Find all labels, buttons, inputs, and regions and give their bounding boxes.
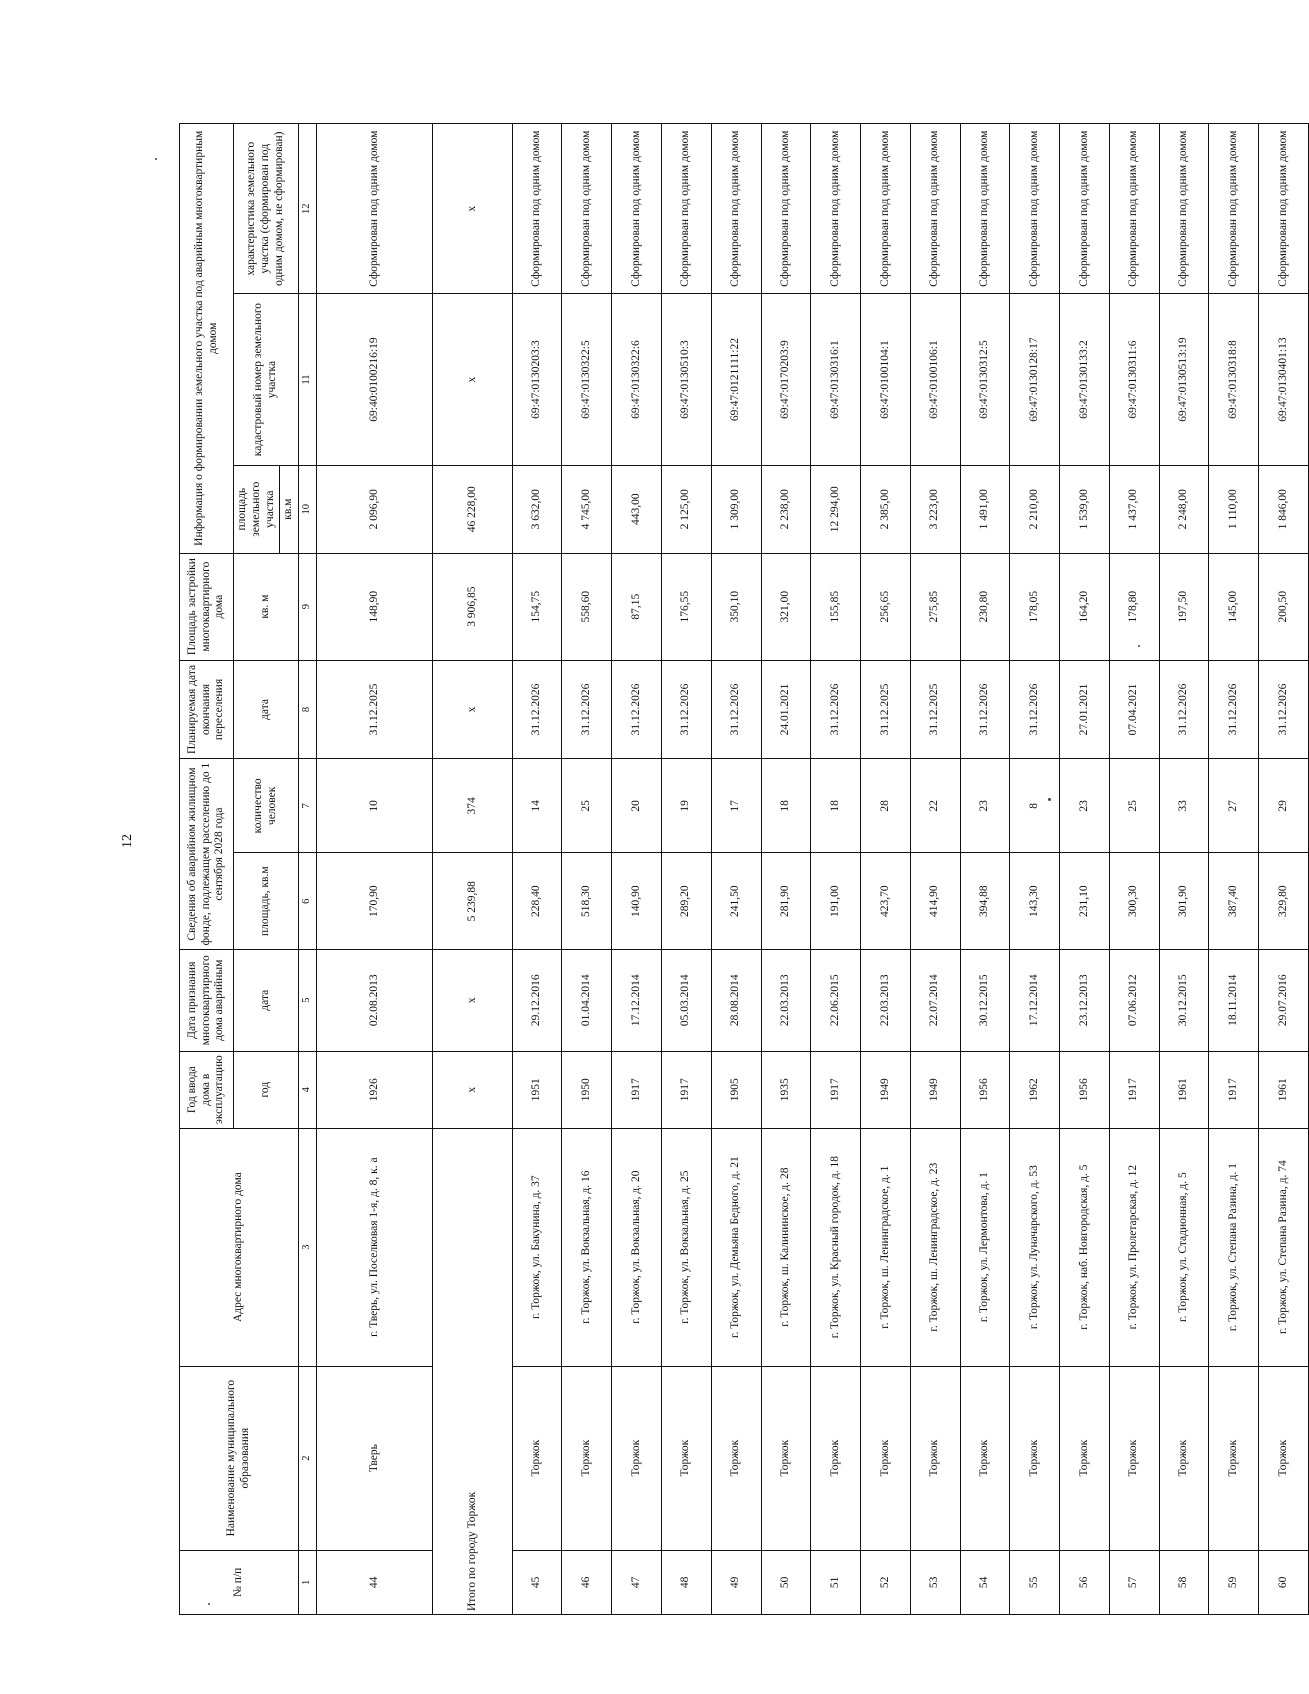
cell-commission-year: 1950 (562, 1051, 612, 1128)
table-row (612, 124, 662, 1615)
column-number: 1 (299, 1550, 317, 1614)
subtotal-label: Итого по городу Торжок (433, 1128, 512, 1614)
cell-people-count: 18 (761, 759, 811, 853)
cell-row-number: 57 (1109, 1550, 1159, 1614)
cell-land-characteristic: Сформирован под одним домом (1109, 124, 1159, 294)
cell-fund-area: 281,90 (761, 853, 811, 949)
cell-row-number: 60 (1259, 1550, 1309, 1614)
cell-address: г. Торжок, ул. Вокзальная, д. 16 (562, 1128, 612, 1366)
subtotal-emergency-date: x (433, 949, 512, 1051)
cell-commission-year: 1917 (1109, 1051, 1159, 1128)
cell-emergency-date: 02.08.2013 (316, 949, 432, 1051)
cell-people-count: 17 (711, 759, 761, 853)
cell-cadastral-number: 69:47:0130401:13 (1259, 294, 1309, 465)
cell-land-area: 12 294,00 (811, 465, 861, 553)
cell-municipality: Торжок (1159, 1366, 1209, 1550)
cell-land-characteristic: Сформирован под одним домом (960, 124, 1010, 294)
cell-planned-date: 31.12.2026 (1010, 660, 1060, 759)
cell-fund-area: 231,10 (1060, 853, 1110, 949)
unit-building-area: кв. м (234, 553, 299, 660)
cell-land-area: 2 096,90 (316, 465, 432, 553)
table-row (1109, 124, 1159, 1615)
cell-row-number: 53 (910, 1550, 960, 1614)
subtotal-year: x (433, 1051, 512, 1128)
cell-fund-area: 140,90 (612, 853, 662, 949)
cell-cadastral-number: 69:40:0100216:19 (316, 294, 432, 465)
cell-people-count: 27 (1209, 759, 1259, 853)
cell-commission-year: 1905 (711, 1051, 761, 1128)
cell-cadastral-number: 69:47:0130203:3 (512, 294, 562, 465)
column-number: 10 (299, 465, 317, 553)
cell-commission-year: 1949 (910, 1051, 960, 1128)
cell-address: г. Торжок, ш. Калининское, д. 28 (761, 1128, 811, 1366)
cell-planned-date: 07.04.2021 (1109, 660, 1159, 759)
cell-cadastral-number: 69:47:0130322:5 (562, 294, 612, 465)
unit-year: год (234, 1051, 299, 1128)
cell-people-count: 29 (1259, 759, 1309, 853)
cell-row-number: 47 (612, 1550, 662, 1614)
cell-row-number: 58 (1159, 1550, 1209, 1614)
table-row (1259, 124, 1309, 1615)
cell-fund-area: 394,88 (960, 853, 1010, 949)
header-land-area-label: площадь земельного участка (236, 481, 276, 537)
cell-fund-area: 518,30 (562, 853, 612, 949)
cell-commission-year: 1961 (1159, 1051, 1209, 1128)
cell-address: г. Торжок, наб. Новгородская, д. 5 (1060, 1128, 1110, 1366)
cell-commission-year: 1962 (1010, 1051, 1060, 1128)
table-row (711, 124, 761, 1615)
header-land-characteristic: характеристика земельного участка (сформирован под одним домом, не сформирован) (234, 124, 299, 294)
cell-land-characteristic: Сформирован под одним домом (661, 124, 711, 294)
cell-land-characteristic: Сформирован под одним домом (1209, 124, 1259, 294)
cell-planned-date: 31.12.2025 (316, 660, 432, 759)
cell-cadastral-number: 69:47:0130316:1 (811, 294, 861, 465)
cell-municipality: Торжок (811, 1366, 861, 1550)
page-number: 12 (120, 834, 135, 848)
cell-emergency-date: 22.06.2015 (811, 949, 861, 1051)
cell-fund-area: 191,00 (811, 853, 861, 949)
cell-row-number: 56 (1060, 1550, 1110, 1614)
cell-municipality: Торжок (612, 1366, 662, 1550)
cell-cadastral-number: 69:47:0100106:1 (910, 294, 960, 465)
cell-land-area: 3 223,00 (910, 465, 960, 553)
cell-building-area: 148,90 (316, 553, 432, 660)
cell-people-count: 20 (612, 759, 662, 853)
cell-planned-date: 24.01.2021 (761, 660, 811, 759)
cell-land-area: 2 385,00 (861, 465, 911, 553)
cell-building-area: 178,80 (1109, 553, 1159, 660)
cell-commission-year: 1956 (960, 1051, 1010, 1128)
unit-fund-area: площадь, кв.м (234, 853, 299, 949)
cell-row-number: 44 (316, 1550, 432, 1614)
table-row (861, 124, 911, 1615)
unit-emergency-date: дата (234, 949, 299, 1051)
emergency-housing-table (179, 123, 1309, 1615)
table-row (316, 124, 432, 1615)
cell-people-count: 28 (861, 759, 911, 853)
cell-address: г. Торжок, ул. Бакунина, д. 37 (512, 1128, 562, 1366)
cell-fund-area: 300,30 (1109, 853, 1159, 949)
subtotal-building-area: 3 906,85 (433, 553, 512, 660)
subtotal-planned-date: x (433, 660, 512, 759)
column-number: 6 (299, 853, 317, 949)
cell-building-area: 200,50 (1259, 553, 1309, 660)
cell-row-number: 51 (811, 1550, 861, 1614)
cell-building-area: 155,85 (811, 553, 861, 660)
cell-land-characteristic: Сформирован под одним домом (1159, 124, 1209, 294)
cell-building-area: 230,80 (960, 553, 1010, 660)
cell-row-number: 55 (1010, 1550, 1060, 1614)
column-number: 7 (299, 759, 317, 853)
cell-emergency-date: 17.12.2014 (1010, 949, 1060, 1051)
cell-municipality: Торжок (1010, 1366, 1060, 1550)
cell-emergency-date: 18.11.2014 (1209, 949, 1259, 1051)
cell-planned-date: 31.12.2026 (612, 660, 662, 759)
cell-building-area: 197,50 (1159, 553, 1209, 660)
scan-speck (155, 158, 157, 160)
cell-address: г. Торжок, ул. Степана Разина, д. 74 (1259, 1128, 1309, 1366)
cell-address: г. Торжок, ул. Пролетарская, д. 12 (1109, 1128, 1159, 1366)
cell-planned-date: 31.12.2026 (1259, 660, 1309, 759)
cell-cadastral-number: 69:47:0130128:17 (1010, 294, 1060, 465)
cell-row-number: 45 (512, 1550, 562, 1614)
cell-building-area: 164,20 (1060, 553, 1110, 660)
table-body-top (316, 124, 432, 1615)
cell-fund-area: 289,20 (661, 853, 711, 949)
cell-planned-date: 31.12.2025 (861, 660, 911, 759)
cell-emergency-date: 29.12.2016 (512, 949, 562, 1051)
subtotal-land-area: 46 228,00 (433, 465, 512, 553)
cell-municipality: Торжок (1060, 1366, 1110, 1550)
cell-land-area: 4 745,00 (562, 465, 612, 553)
cell-cadastral-number: 69:47:0121111:22 (711, 294, 761, 465)
cell-planned-date: 31.12.2026 (661, 660, 711, 759)
scan-speck (1048, 798, 1051, 801)
cell-row-number: 48 (661, 1550, 711, 1614)
cell-fund-area: 423,70 (861, 853, 911, 949)
cell-building-area: 275,85 (910, 553, 960, 660)
subtotal-fund-area: 5 239,88 (433, 853, 512, 949)
cell-address: г. Торжок, ул. Луначарского, д. 53 (1010, 1128, 1060, 1366)
header-planned-group: Планируемая дата окончания переселения (180, 660, 234, 759)
subtotal-body (433, 124, 512, 1615)
column-number-row (299, 124, 317, 1615)
cell-municipality: Торжок (761, 1366, 811, 1550)
cell-land-characteristic: Сформирован под одним домом (811, 124, 861, 294)
cell-land-area: 1 437,00 (1109, 465, 1159, 553)
cell-municipality: Торжок (1259, 1366, 1309, 1550)
cell-people-count: 23 (960, 759, 1010, 853)
cell-address: г. Торжок, ш. Ленинградское, д. 1 (861, 1128, 911, 1366)
cell-people-count: 23 (1060, 759, 1110, 853)
unit-planned-date: дата (234, 660, 299, 759)
header-land-group: Информация о формировании земельного участка под аварийным многоквартирным домом (180, 124, 234, 554)
table-row (1060, 124, 1110, 1615)
cell-people-count: 10 (316, 759, 432, 853)
cell-emergency-date: 22.07.2014 (910, 949, 960, 1051)
cell-fund-area: 329,80 (1259, 853, 1309, 949)
cell-commission-year: 1917 (612, 1051, 662, 1128)
cell-fund-area: 170,90 (316, 853, 432, 949)
cell-planned-date: 31.12.2026 (512, 660, 562, 759)
cell-emergency-date: 29.07.2016 (1259, 949, 1309, 1051)
cell-people-count: 22 (910, 759, 960, 853)
cell-land-area: 1 110,00 (1209, 465, 1259, 553)
table-body-bottom (512, 124, 1308, 1615)
table-row (1209, 124, 1259, 1615)
cell-people-count: 18 (811, 759, 861, 853)
cell-planned-date: 31.12.2026 (711, 660, 761, 759)
cell-municipality: Торжок (861, 1366, 911, 1550)
cell-land-characteristic: Сформирован под одним домом (861, 124, 911, 294)
header-address: Адрес многоквартирного дома (180, 1128, 299, 1366)
column-number: 11 (299, 294, 317, 465)
header-municipality: Наименование муниципального образования (180, 1366, 299, 1550)
cell-building-area: 256,65 (861, 553, 911, 660)
cell-address: г. Торжок, ул. Вокзальная, д. 25 (661, 1128, 711, 1366)
cell-commission-year: 1917 (1209, 1051, 1259, 1128)
cell-municipality: Торжок (910, 1366, 960, 1550)
cell-commission-year: 1951 (512, 1051, 562, 1128)
cell-emergency-date: 01.04.2014 (562, 949, 612, 1051)
cell-emergency-date: 30.12.2015 (1159, 949, 1209, 1051)
table-row (512, 124, 562, 1615)
scan-speck (1138, 645, 1140, 647)
column-number: 5 (299, 949, 317, 1051)
cell-cadastral-number: 69:47:0170203:9 (761, 294, 811, 465)
cell-cadastral-number: 69:47:0130133:2 (1060, 294, 1110, 465)
column-number: 2 (299, 1366, 317, 1550)
header-emergency-group: Дата признания многоквартирного дома аварийным (180, 949, 234, 1051)
table-row (761, 124, 811, 1615)
cell-row-number: 49 (711, 1550, 761, 1614)
unit-land-area: кв.м (279, 466, 296, 553)
cell-fund-area: 301,90 (1159, 853, 1209, 949)
cell-land-characteristic: Сформирован под одним домом (711, 124, 761, 294)
cell-planned-date: 31.12.2026 (1209, 660, 1259, 759)
cell-land-area: 1 539,00 (1060, 465, 1110, 553)
cell-planned-date: 31.12.2026 (1159, 660, 1209, 759)
table-row (1159, 124, 1209, 1615)
cell-land-characteristic: Сформирован под одним домом (1259, 124, 1309, 294)
header-num: № п/п (180, 1550, 299, 1614)
cell-municipality: Торжок (711, 1366, 761, 1550)
cell-land-characteristic: Сформирован под одним домом (1010, 124, 1060, 294)
cell-commission-year: 1949 (861, 1051, 911, 1128)
cell-municipality: Торжок (1109, 1366, 1159, 1550)
cell-building-area: 176,55 (661, 553, 711, 660)
cell-land-area: 2 238,00 (761, 465, 811, 553)
cell-municipality: Торжок (661, 1366, 711, 1550)
cell-land-characteristic: Сформирован под одним домом (316, 124, 432, 294)
cell-row-number: 46 (562, 1550, 612, 1614)
column-number: 4 (299, 1051, 317, 1128)
cell-commission-year: 1917 (661, 1051, 711, 1128)
scan-speck (208, 1603, 210, 1605)
subtotal-row (433, 124, 512, 1615)
header-cadastral: кадастровый номер земельного участка (234, 294, 299, 465)
cell-fund-area: 241,50 (711, 853, 761, 949)
cell-commission-year: 1961 (1259, 1051, 1309, 1128)
subtotal-land-characteristic: x (433, 124, 512, 294)
cell-emergency-date: 17.12.2014 (612, 949, 662, 1051)
column-number: 9 (299, 553, 317, 660)
cell-municipality: Тверь (316, 1366, 432, 1550)
table-row (661, 124, 711, 1615)
cell-address: г. Тверь, ул. Поселковая 1-я, д. 8, к. а (316, 1128, 432, 1366)
unit-fund-people: количество человек (234, 759, 299, 853)
header-fund-group: Сведения об аварийном жилищном фонде, подлежащем расселению до 1 сентября 2028 года (180, 759, 234, 950)
cell-people-count: 25 (1109, 759, 1159, 853)
cell-address: г. Торжок, ул. Красный городок, д. 18 (811, 1128, 861, 1366)
cell-commission-year: 1917 (811, 1051, 861, 1128)
cell-people-count: 19 (661, 759, 711, 853)
cell-cadastral-number: 69:47:0130322:6 (612, 294, 662, 465)
cell-land-area: 3 632,00 (512, 465, 562, 553)
cell-building-area: 154,75 (512, 553, 562, 660)
cell-building-area: 321,00 (761, 553, 811, 660)
cell-people-count: 25 (562, 759, 612, 853)
cell-emergency-date: 22.03.2013 (861, 949, 911, 1051)
column-number: 3 (299, 1128, 317, 1366)
cell-municipality: Торжок (562, 1366, 612, 1550)
cell-emergency-date: 05.03.2014 (661, 949, 711, 1051)
cell-land-characteristic: Сформирован под одним домом (910, 124, 960, 294)
cell-land-characteristic: Сформирован под одним домом (1060, 124, 1110, 294)
cell-cadastral-number: 69:47:0130513:19 (1159, 294, 1209, 465)
cell-fund-area: 143,30 (1010, 853, 1060, 949)
cell-municipality: Торжок (512, 1366, 562, 1550)
table-row (960, 124, 1010, 1615)
header-year-group: Год ввода дома в эксплуатацию (180, 1051, 234, 1128)
cell-land-area: 2 248,00 (1159, 465, 1209, 553)
cell-row-number: 54 (960, 1550, 1010, 1614)
header-land-area (234, 465, 299, 553)
cell-land-characteristic: Сформирован под одним домом (562, 124, 612, 294)
table-row (1010, 124, 1060, 1615)
cell-planned-date: 31.12.2026 (811, 660, 861, 759)
cell-building-area: 145,00 (1209, 553, 1259, 660)
cell-land-area: 2 125,00 (661, 465, 711, 553)
cell-land-characteristic: Сформирован под одним домом (512, 124, 562, 294)
cell-people-count: 14 (512, 759, 562, 853)
subtotal-cadastral: x (433, 294, 512, 465)
cell-building-area: 178,05 (1010, 553, 1060, 660)
cell-building-area: 558,60 (562, 553, 612, 660)
cell-emergency-date: 22.03.2013 (761, 949, 811, 1051)
cell-row-number: 52 (861, 1550, 911, 1614)
cell-row-number: 59 (1209, 1550, 1259, 1614)
cell-row-number: 50 (761, 1550, 811, 1614)
cell-commission-year: 1935 (761, 1051, 811, 1128)
cell-planned-date: 31.12.2026 (960, 660, 1010, 759)
cell-fund-area: 414,90 (910, 853, 960, 949)
cell-building-area: 350,10 (711, 553, 761, 660)
cell-building-area: 87,15 (612, 553, 662, 660)
cell-fund-area: 228,40 (512, 853, 562, 949)
cell-address: г. Торжок, ул. Демьяна Бедного, д. 21 (711, 1128, 761, 1366)
column-number: 8 (299, 660, 317, 759)
cell-emergency-date: 23.12.2013 (1060, 949, 1110, 1051)
table-row (562, 124, 612, 1615)
cell-people-count: 8 (1010, 759, 1060, 853)
cell-land-area: 1 309,00 (711, 465, 761, 553)
cell-emergency-date: 28.08.2014 (711, 949, 761, 1051)
cell-people-count: 33 (1159, 759, 1209, 853)
cell-land-area: 1 846,00 (1259, 465, 1309, 553)
cell-address: г. Торжок, ш. Ленинградское, д. 23 (910, 1128, 960, 1366)
cell-cadastral-number: 69:47:0130312:5 (960, 294, 1010, 465)
cell-commission-year: 1926 (316, 1051, 432, 1128)
cell-cadastral-number: 69:47:0100104:1 (861, 294, 911, 465)
cell-address: г. Торжок, ул. Стадионная, д. 5 (1159, 1128, 1209, 1366)
cell-cadastral-number: 69:47:0130311:6 (1109, 294, 1159, 465)
cell-emergency-date: 30.12.2015 (960, 949, 1010, 1051)
cell-municipality: Торжок (960, 1366, 1010, 1550)
cell-land-area: 443,00 (612, 465, 662, 553)
cell-cadastral-number: 69:47:0130510:3 (661, 294, 711, 465)
cell-address: г. Торжок, ул. Лермонтова, д. 1 (960, 1128, 1010, 1366)
cell-commission-year: 1956 (1060, 1051, 1110, 1128)
cell-fund-area: 387,40 (1209, 853, 1259, 949)
cell-municipality: Торжок (1209, 1366, 1259, 1550)
cell-planned-date: 27.01.2021 (1060, 660, 1110, 759)
rotated-table-container (179, 123, 1309, 1615)
column-number: 12 (299, 124, 317, 294)
cell-address: г. Торжок, ул. Вокзальная, д. 20 (612, 1128, 662, 1366)
cell-land-characteristic: Сформирован под одним домом (761, 124, 811, 294)
cell-address: г. Торжок, ул. Степана Разина, д. 1 (1209, 1128, 1259, 1366)
cell-cadastral-number: 69:47:0130318:8 (1209, 294, 1259, 465)
cell-planned-date: 31.12.2025 (910, 660, 960, 759)
cell-land-characteristic: Сформирован под одним домом (612, 124, 662, 294)
subtotal-people: 374 (433, 759, 512, 853)
header-building-group: Площадь застройки многоквартирного дома (180, 553, 234, 660)
cell-planned-date: 31.12.2026 (562, 660, 612, 759)
cell-emergency-date: 07.06.2012 (1109, 949, 1159, 1051)
table-row (910, 124, 960, 1615)
cell-land-area: 1 491,00 (960, 465, 1010, 553)
table-row (811, 124, 861, 1615)
cell-land-area: 2 210,00 (1010, 465, 1060, 553)
